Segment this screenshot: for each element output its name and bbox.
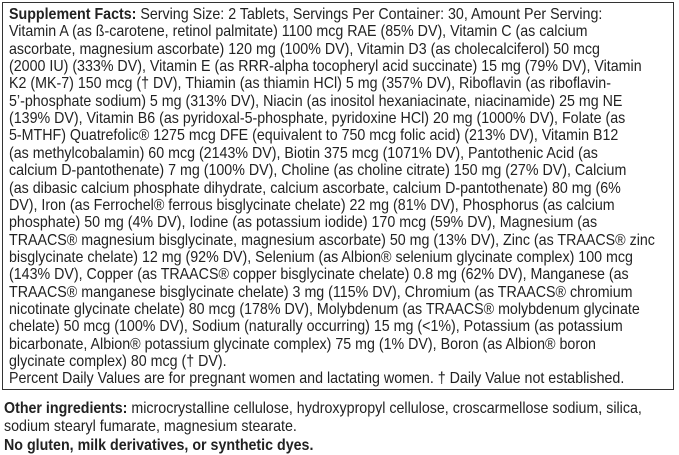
- facts-line: (143% DV), Copper (as TRAACS® copper bisglycinate chelate) 0.8 mg (62% DV), Manganese (as: [9, 266, 629, 284]
- facts-line: 5-MTHF) Quatrefolic® 1275 mcg DFE (equivalent to 750 mcg folic acid) (213% DV), Vitamin B12: [9, 127, 619, 145]
- facts-line: bicarbonate, Albion® potassium glycinate complex) 75 mg (1% DV), Boron (as Albion® boron: [9, 335, 596, 353]
- facts-line: TRAACS® manganese bisglycinate chelate) 3 mg (115% DV), Chromium (as TRAACS® chromium: [9, 283, 633, 301]
- facts-line: TRAACS® magnesium bisglycinate, magnesium ascorbate) 50 mg (13% DV), Zinc (as TRAACS® zinc: [9, 231, 655, 249]
- facts-line: (139% DV), Vitamin B6 (as pyridoxal-5-phosphate, pyridoxine HCl) 20 mg (1000% DV), Folate (as: [9, 110, 626, 128]
- facts-serving-info: Serving Size: 2 Tablets, Servings Per Container: 30, Amount Per Serving:: [136, 6, 603, 23]
- facts-line: 5’-phosphate sodium) 5 mg (313% DV), Niacin (as inositol hexaniacinate, niacinamide) 25 mg NE: [9, 92, 623, 110]
- facts-line: ascorbate, magnesium ascorbate) 120 mg (100% DV), Vitamin D3 (as cholecalciferol) 50 mcg: [9, 40, 600, 58]
- daily-value-footnote: Percent Daily Values are for pregnant women and lactating women. † Daily Value not established.: [9, 370, 625, 388]
- other-ingredients-line: [4, 400, 642, 417]
- facts-line: (as methylcobalamin) 60 mcg (2143% DV), Biotin 375 mcg (1071% DV), Pantothenic Acid (as: [9, 144, 598, 162]
- other-ingredients-heading: Other ingredients:: [4, 400, 128, 417]
- facts-line: Vitamin A (as ß-carotene, retinol palmitate) 1100 mcg RAE (85% DV), Vitamin C (as calcium: [9, 23, 588, 41]
- facts-line: [9, 6, 602, 23]
- facts-line: phosphate) 50 mg (4% DV), Iodine (as potassium iodide) 170 mcg (59% DV), Magnesium (as: [9, 214, 598, 232]
- facts-line: DV), Iron (as Ferrochel® ferrous bisglycinate chelate) 22 mg (81% DV), Phosphorus (as calcium: [9, 196, 615, 214]
- facts-line: (2000 IU) (333% DV), Vitamin E (as RRR-alpha tocopheryl acid succinate) 15 mg (79% DV), Vitamin: [9, 58, 642, 76]
- facts-line: glycinate complex) 80 mcg († DV).: [9, 353, 227, 370]
- supplement-facts-panel: [2, 2, 674, 390]
- facts-line: bisglycinate chelate) 12 mg (92% DV), Selenium (as Albion® selenium glycinate complex) 100 mcg: [9, 248, 633, 266]
- facts-line: calcium D-pantothenate) 7 mg (100% DV), Choline (as choline citrate) 150 mg (27% DV), Calcium: [9, 162, 627, 180]
- facts-line: nicotinate glycinate chelate) 80 mcg (178% DV), Molybdenum (as TRAACS® molybdenum glycinate: [9, 300, 640, 318]
- facts-heading: Supplement Facts:: [9, 6, 137, 23]
- other-ingredients-list: microcrystalline cellulose, hydroxypropyl cellulose, croscarmellose sodium, silica,: [127, 400, 642, 417]
- facts-line: K2 (MK-7) 150 mcg († DV), Thiamin (as thiamin HCl) 5 mg (357% DV), Riboflavin (as riboflavin-: [9, 75, 611, 93]
- facts-line: chelate) 50 mcg (100% DV), Sodium (naturally occurring) 15 mg (<1%), Potassium (as potassium: [9, 318, 623, 336]
- other-ingredients-line: sodium stearyl fumarate, magnesium stearate.: [4, 418, 297, 435]
- free-from-statement: No gluten, milk derivatives, or synthetic dyes.: [4, 437, 314, 454]
- facts-line: (as dibasic calcium phosphate dihydrate, calcium ascorbate, calcium D-pantothenate) 80 mg (6%: [9, 179, 621, 197]
